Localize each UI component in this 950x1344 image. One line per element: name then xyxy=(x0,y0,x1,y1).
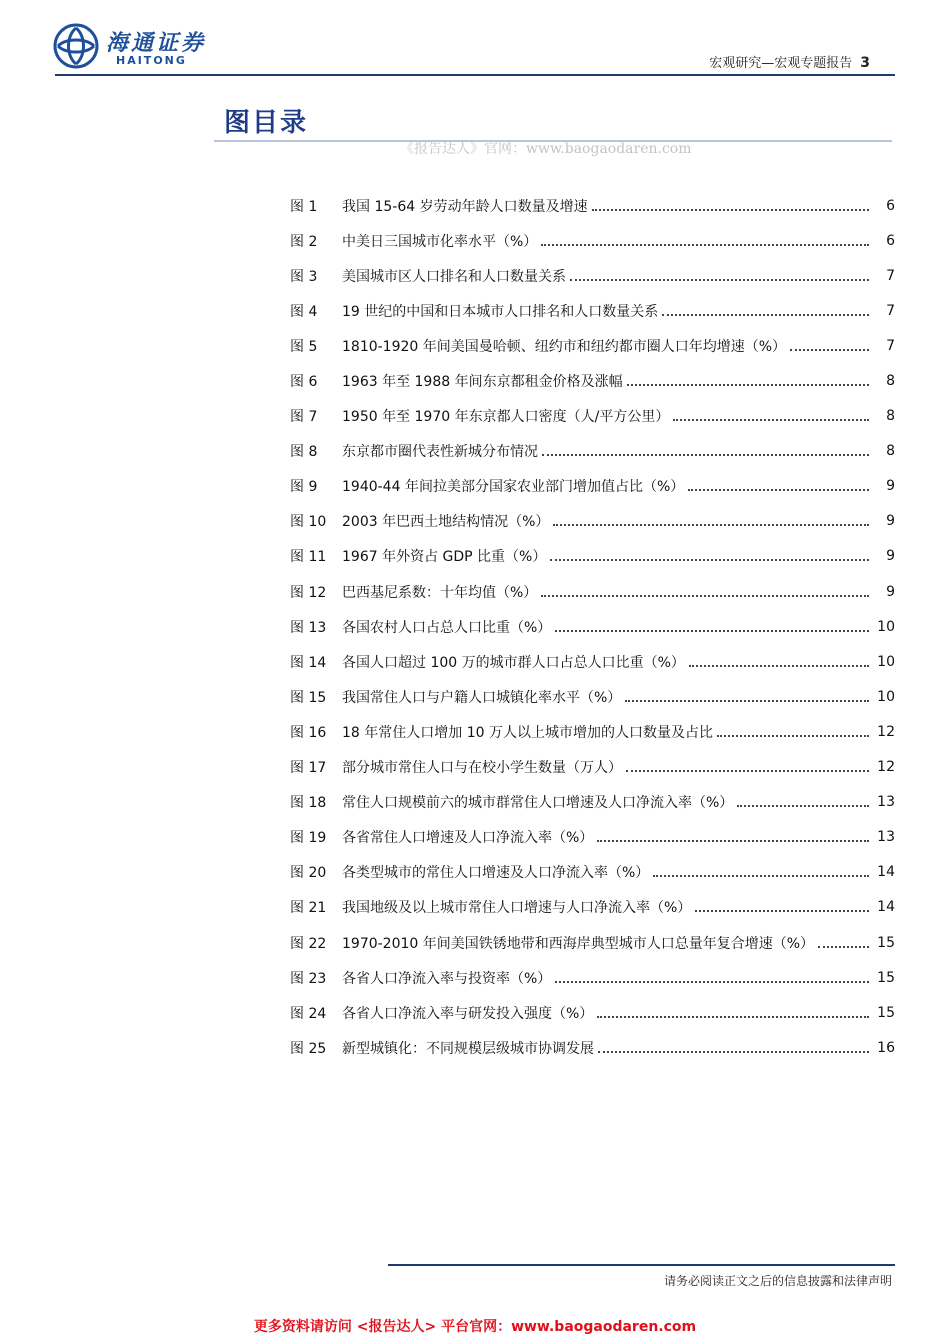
toc-entry-page: 9 xyxy=(886,583,895,600)
toc-entry-title: 1967 年外资占 GDP 比重（%） xyxy=(342,549,547,566)
toc-entry-page: 8 xyxy=(886,408,895,425)
toc-leader-dots xyxy=(688,489,869,491)
toc-entry-label: 图 5 xyxy=(290,338,318,355)
toc-leader-dots xyxy=(662,314,869,316)
logo-english-name: HAITONG xyxy=(116,54,187,67)
toc-entry-title: 部分城市常住人口与在校小学生数量（万人） xyxy=(342,760,622,777)
toc-entry-title: 18 年常住人口增加 10 万人以上城市增加的人口数量及占比 xyxy=(342,724,713,741)
toc-entry[interactable] xyxy=(290,328,895,363)
toc-entry-title: 各省人口净流入率与研发投入强度（%） xyxy=(342,1005,594,1022)
toc-entry-title: 1963 年至 1988 年间东京都租金价格及涨幅 xyxy=(342,374,623,391)
toc-entry[interactable] xyxy=(290,820,895,855)
toc-leader-dots xyxy=(598,1051,869,1053)
toc-entry-title: 我国常住人口与户籍人口城镇化率水平（%） xyxy=(342,689,622,706)
toc-entry-label: 图 25 xyxy=(290,1040,327,1057)
toc-entry[interactable] xyxy=(290,539,895,574)
haitong-emblem-icon xyxy=(52,22,100,70)
toc-entry[interactable] xyxy=(290,399,895,434)
logo-chinese-name: 海通证券 xyxy=(106,31,207,56)
toc-entry-page: 9 xyxy=(886,513,895,530)
toc-leader-dots xyxy=(570,279,869,281)
toc-entry-title: 各省常住人口增速及人口净流入率（%） xyxy=(342,830,594,847)
toc-entry-title: 1810-1920 年间美国曼哈顿、纽约市和纽约都市圈人口年均增速（%） xyxy=(342,338,787,355)
toc-leader-dots xyxy=(592,209,869,211)
toc-entry-page: 8 xyxy=(886,373,895,390)
toc-entry[interactable] xyxy=(290,469,895,504)
toc-entry-page: 7 xyxy=(886,337,895,354)
toc-entry[interactable] xyxy=(290,363,895,398)
toc-entry[interactable] xyxy=(290,714,895,749)
toc-entry-page: 7 xyxy=(886,267,895,284)
toc-entry-page: 8 xyxy=(886,443,895,460)
toc-entry[interactable] xyxy=(290,785,895,820)
footer-promo-link[interactable]: 更多资料请访问 <报告达人> 平台官网：www.baogaodaren.com xyxy=(253,1319,697,1335)
toc-entry-title: 1970-2010 年间美国铁锈地带和西海岸典型城市人口总量年复合增速（%） xyxy=(342,935,815,952)
toc-entry-page: 10 xyxy=(877,653,895,670)
toc-entry[interactable] xyxy=(290,1030,895,1065)
toc-entry[interactable] xyxy=(290,293,895,328)
toc-entry[interactable] xyxy=(290,434,895,469)
toc-entry-label: 图 12 xyxy=(290,584,327,601)
toc-entry-page: 16 xyxy=(877,1039,895,1056)
toc-entry[interactable] xyxy=(290,960,895,995)
toc-leader-dots xyxy=(555,630,869,632)
toc-entry[interactable] xyxy=(290,609,895,644)
toc-leader-dots xyxy=(542,454,869,456)
toc-entry-title: 各国农村人口占总人口比重（%） xyxy=(342,619,552,636)
toc-leader-dots xyxy=(695,910,869,912)
footer-divider xyxy=(388,1264,895,1266)
toc-entry-title: 我国 15-64 岁劳动年龄人口数量及增速 xyxy=(342,198,588,215)
toc-entry-label: 图 3 xyxy=(290,268,318,285)
toc-entry[interactable] xyxy=(290,574,895,609)
toc-entry-title: 我国地级及以上城市常住人口增速与人口净流入率（%） xyxy=(342,900,692,917)
toc-entry-label: 图 15 xyxy=(290,689,327,706)
toc-entry-label: 图 19 xyxy=(290,830,327,847)
toc-entry-title: 美国城市区人口排名和人口数量关系 xyxy=(342,268,566,285)
toc-leader-dots xyxy=(717,735,869,737)
toc-entry-label: 图 20 xyxy=(290,865,327,882)
toc-entry[interactable] xyxy=(290,504,895,539)
toc-entry-label: 图 16 xyxy=(290,724,327,741)
toc-leader-dots xyxy=(790,349,869,351)
toc-leader-dots xyxy=(737,805,869,807)
toc-entry-page: 14 xyxy=(877,899,895,916)
toc-entry[interactable] xyxy=(290,644,895,679)
toc-entry-page: 6 xyxy=(886,232,895,249)
toc-entry-title: 各省人口净流入率与投资率（%） xyxy=(342,970,552,987)
toc-leader-dots xyxy=(597,1016,869,1018)
toc-leader-dots xyxy=(553,524,869,526)
toc-entry-label: 图 11 xyxy=(290,549,327,566)
toc-leader-dots xyxy=(689,665,869,667)
toc-entry[interactable] xyxy=(290,925,895,960)
toc-entry-title: 1950 年至 1970 年东京都人口密度（人/平方公里） xyxy=(342,409,670,426)
toc-entry-page: 10 xyxy=(877,618,895,635)
toc-entry-page: 13 xyxy=(877,794,895,811)
toc-entry-page: 13 xyxy=(877,829,895,846)
toc-entry-page: 6 xyxy=(886,197,895,214)
toc-entry-title: 各类型城市的常住人口增速及人口净流入率（%） xyxy=(342,865,650,882)
toc-entry-page: 9 xyxy=(886,548,895,565)
toc-entry-label: 图 9 xyxy=(290,479,318,496)
toc-entry-label: 图 6 xyxy=(290,374,318,391)
toc-entry-label: 图 13 xyxy=(290,619,327,636)
header-section xyxy=(709,52,870,71)
toc-entry-title: 巴西基尼系数：十年均值（%） xyxy=(342,584,538,601)
toc-entry-label: 图 10 xyxy=(290,514,327,531)
toc-entry[interactable] xyxy=(290,750,895,785)
header-divider xyxy=(55,74,895,76)
toc-entry-page: 15 xyxy=(877,934,895,951)
figure-list xyxy=(290,188,895,1065)
toc-entry-title: 新型城镇化：不同规模层级城市协调发展 xyxy=(342,1040,594,1057)
header-section-title: 宏观研究—宏观专题报告 xyxy=(709,56,853,71)
toc-entry-label: 图 2 xyxy=(290,233,318,250)
toc-entry[interactable] xyxy=(290,995,895,1030)
toc-entry-label: 图 14 xyxy=(290,654,327,671)
toc-entry[interactable] xyxy=(290,223,895,258)
toc-leader-dots xyxy=(541,244,869,246)
toc-leader-dots xyxy=(673,419,869,421)
toc-entry-label: 图 4 xyxy=(290,303,318,320)
toc-entry-title: 常住人口规模前六的城市群常住人口增速及人口净流入率（%） xyxy=(342,795,734,812)
toc-entry-label: 图 22 xyxy=(290,935,327,952)
header-page-number: 3 xyxy=(860,55,870,71)
toc-leader-dots xyxy=(626,770,869,772)
toc-entry-page: 12 xyxy=(877,759,895,776)
toc-leader-dots xyxy=(818,946,869,948)
toc-entry-page: 14 xyxy=(877,864,895,881)
haitong-logo xyxy=(52,22,232,72)
toc-entry-page: 7 xyxy=(886,302,895,319)
toc-leader-dots xyxy=(597,840,869,842)
toc-title: 图目录 xyxy=(224,108,309,138)
toc-leader-dots xyxy=(550,559,869,561)
toc-entry-title: 东京都市圈代表性新城分布情况 xyxy=(342,444,538,461)
toc-entry-label: 图 1 xyxy=(290,198,318,215)
watermark: 《报告达人》官网：www.baogaodaren.com xyxy=(400,141,692,157)
toc-entry[interactable] xyxy=(290,855,895,890)
toc-entry-title: 1940-44 年间拉美部分国家农业部门增加值占比（%） xyxy=(342,479,685,496)
toc-entry-label: 图 21 xyxy=(290,900,327,917)
toc-entry-title: 中美日三国城市化率水平（%） xyxy=(342,233,538,250)
toc-leader-dots xyxy=(627,384,869,386)
toc-entry[interactable] xyxy=(290,679,895,714)
toc-entry[interactable] xyxy=(290,188,895,223)
toc-leader-dots xyxy=(555,981,869,983)
toc-entry-page: 12 xyxy=(877,723,895,740)
toc-entry-page: 10 xyxy=(877,688,895,705)
toc-leader-dots xyxy=(625,700,869,702)
toc-entry-label: 图 8 xyxy=(290,444,318,461)
footer-disclaimer: 请务必阅读正文之后的信息披露和法律声明 xyxy=(663,1274,892,1288)
toc-entry-title: 2003 年巴西土地结构情况（%） xyxy=(342,514,550,531)
toc-leader-dots xyxy=(653,875,869,877)
toc-entry-label: 图 18 xyxy=(290,795,327,812)
toc-entry-label: 图 23 xyxy=(290,970,327,987)
toc-entry-page: 9 xyxy=(886,478,895,495)
toc-entry[interactable] xyxy=(290,890,895,925)
toc-entry-label: 图 17 xyxy=(290,760,327,777)
toc-entry-label: 图 7 xyxy=(290,409,318,426)
toc-entry-title: 19 世纪的中国和日本城市人口排名和人口数量关系 xyxy=(342,303,659,320)
toc-entry-page: 15 xyxy=(877,1004,895,1021)
toc-entry-title: 各国人口超过 100 万的城市群人口占总人口比重（%） xyxy=(342,654,685,671)
toc-entry-page: 15 xyxy=(877,969,895,986)
toc-entry-label: 图 24 xyxy=(290,1005,327,1022)
toc-leader-dots xyxy=(541,595,869,597)
toc-entry[interactable] xyxy=(290,258,895,293)
